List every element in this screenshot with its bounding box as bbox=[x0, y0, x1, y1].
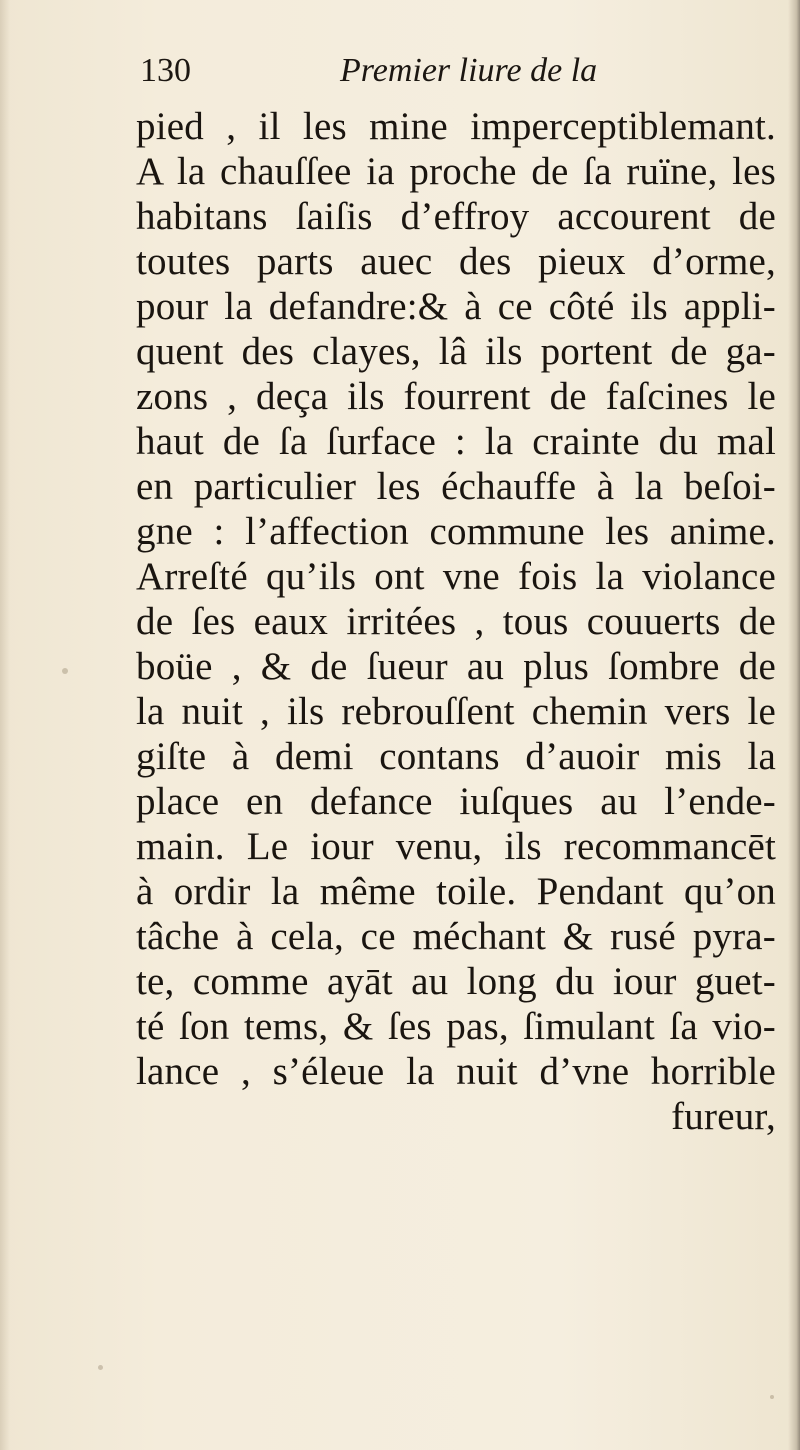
body-text bbox=[136, 104, 776, 1139]
text-line: Arreſté qu’ils ont vne fois la violance bbox=[136, 555, 776, 598]
text-line: toutes parts auec des pieux d’orme, bbox=[136, 240, 776, 283]
text-line: pour la defandre:& à ce côté ils appli- bbox=[136, 285, 776, 328]
page-left-shadow bbox=[0, 0, 10, 1450]
paper-speck bbox=[62, 668, 68, 674]
text-line: té ſon tems, & ſes pas, ſimulant ſa vio- bbox=[136, 1005, 776, 1048]
text-line: quent des clayes, lâ ils portent de ga- bbox=[136, 330, 776, 373]
page-right-shadow bbox=[788, 0, 800, 1450]
text-line: boüe , & de ſueur au plus ſombre de bbox=[136, 645, 776, 688]
running-header bbox=[140, 52, 660, 102]
catchword: fureur, bbox=[671, 1095, 776, 1138]
text-line: en particulier les échauffe à la beſoi- bbox=[136, 465, 776, 508]
running-title: Premier liure de la bbox=[340, 52, 598, 89]
text-line: gne : l’affection commune les anime. bbox=[136, 510, 776, 553]
text-line: main. Le iour venu, ils recommancēt bbox=[136, 825, 776, 868]
text-line: lance , s’éleue la nuit d’vne horrible bbox=[136, 1050, 776, 1093]
paper-speck bbox=[98, 1365, 103, 1370]
text-line: de ſes eaux irritées , tous couuerts de bbox=[136, 600, 776, 643]
text-line: tâche à cela, ce méchant & rusé pyra- bbox=[136, 915, 776, 958]
text-line: A la chauſſee ia proche de ſa ruïne, les bbox=[136, 150, 776, 193]
text-line: à ordir la même toile. Pendant qu’on bbox=[136, 870, 776, 913]
text-line: te, comme ayāt au long du iour guet- bbox=[136, 960, 776, 1003]
text-line: habitans ſaiſis d’effroy accourent de bbox=[136, 195, 776, 238]
text-line: giſte à demi contans d’auoir mis la bbox=[136, 735, 776, 778]
text-line: pied , il les mine imperceptiblemant. bbox=[136, 105, 776, 148]
page-number: 130 bbox=[140, 52, 191, 89]
paper-speck bbox=[770, 1395, 774, 1399]
text-line: la nuit , ils rebrouſſent chemin vers le bbox=[136, 690, 776, 733]
text-line: zons , deça ils fourrent de faſcines le bbox=[136, 375, 776, 418]
text-line: place en defance iuſques au l’ende- bbox=[136, 780, 776, 823]
text-line: haut de ſa ſurface : la crainte du mal bbox=[136, 420, 776, 463]
